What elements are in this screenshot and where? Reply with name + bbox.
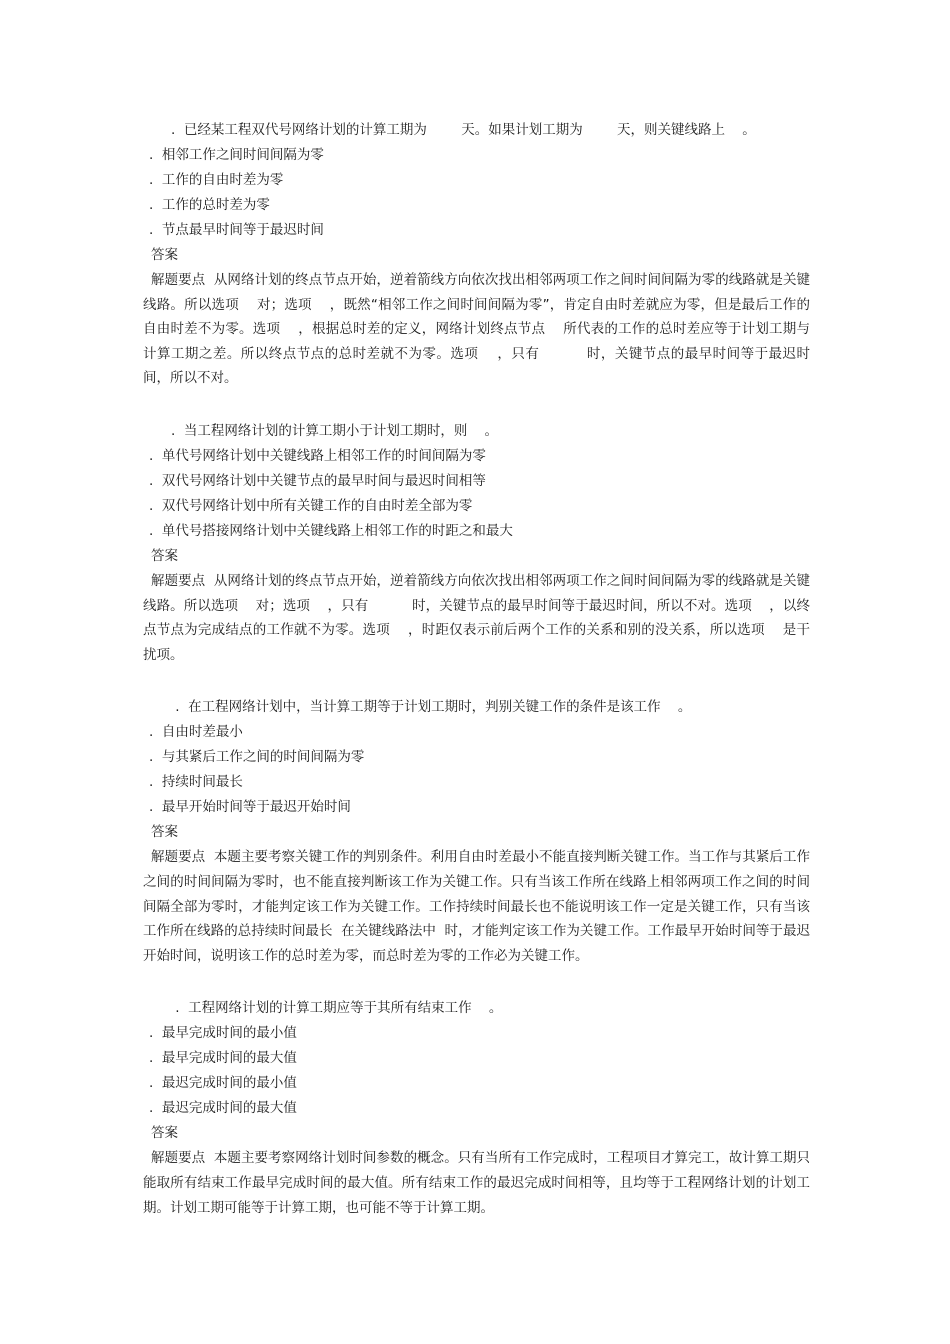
question-4 xyxy=(143,996,810,1220)
question-2 xyxy=(143,419,810,667)
question-stem: . 当工程网络计划的计算工期小于计划工期时，则 。 xyxy=(171,422,499,439)
option-d: . 节点最早时间等于最迟时间 xyxy=(149,222,324,238)
question-1 xyxy=(143,118,810,391)
answer-label: 答案 xyxy=(151,547,178,564)
option-c: . 最迟完成时间的最小值 xyxy=(149,1075,297,1092)
explanation: 解题要点 从网络计划的终点节点开始，逆着箭线方向依次找出相邻两项工作之间时间间隔为零的线路就是关键线路。所以选项 对；选项 ，既然“相邻工作之间时间间隔为零”，肯定自由时差就应为零，但是最后工作的自由时差不为零。选项 ，根据总时差的定义，网络计划终点节点 所代表的工作的总时差应等于计划工期与计算工期之差。所以终点节点的总时差就不为零。选项 ，只有 时，关键节点的最早时间等于最迟时间，所以不对。 xyxy=(143,272,810,387)
option-d: . 最迟完成时间的最大值 xyxy=(149,1100,297,1117)
question-stem: . 在工程网络计划中，当计算工期等于计划工期时，判别关键工作的条件是该工作 。 xyxy=(171,699,692,716)
option-c: . 工作的总时差为零 xyxy=(149,197,270,213)
answer-label: 答案 xyxy=(151,1125,178,1142)
document-page xyxy=(143,118,810,1248)
explanation: 解题要点 本题主要考察网络计划时间参数的概念。只有当所有工作完成时，工程项目才算完工，故计算工期只能取所有结束工作最早完成时间的最大值。所有结束工作的最迟完成时间相等，且均等于工程网络计划的计划工期。计划工期可能等于计算工期，也可能不等于计算工期。 xyxy=(143,1150,810,1216)
option-d: . 单代号搭接网络计划中关键线路上相邻工作的时距之和最大 xyxy=(149,522,513,539)
explanation: 解题要点 从网络计划的终点节点开始，逆着箭线方向依次找出相邻两项工作之间时间间隔为零的线路就是关键线路。所以选项 对；选项 ，只有 时，关键节点的最早时间等于最迟时间，所以不对。选项 ，以终点节点为完成结点的工作就不为零。选项 ，时距仅表示前后两个工作的关系和别的没关系，所以选项 是干扰项。 xyxy=(143,572,810,663)
option-c: . 持续时间最长 xyxy=(149,774,243,791)
question-stem: . 工程网络计划的计算工期应等于其所有结束工作 。 xyxy=(171,1000,503,1017)
question-stem: . 已经某工程双代号网络计划的计算工期为 天。如果计划工期为 天，则关键线路上 。 xyxy=(171,122,756,138)
explanation: 解题要点 本题主要考察关键工作的判别条件。利用自由时差最小不能直接判断关键工作。当工作与其紧后工作之间的时间间隔为零时，也不能直接判断该工作为关键工作。只有当该工作所在线路上相邻两项工作之间的时间间隔全部为零时，才能判定该工作为关键工作。工作持续时间最长也不能说明该工作一定是关键工作，只有当该工作所在线路的总持续时间最长 在关键线路法中 时，才能判定该工作为关键工作。工作最早开始时间等于最迟开始时间，说明该工作的总时差为零，而总时差为零的工作必为关键工作。 xyxy=(143,849,810,964)
option-a: . 最早完成时间的最小值 xyxy=(149,1025,297,1042)
option-b: . 与其紧后工作之间的时间间隔为零 xyxy=(149,749,365,766)
answer-label: 答案 xyxy=(151,824,178,841)
option-a: . 相邻工作之间时间间隔为零 xyxy=(149,147,324,163)
answer-label: 答案 xyxy=(151,247,178,263)
option-b: . 最早完成时间的最大值 xyxy=(149,1050,297,1067)
option-b: . 双代号网络计划中关键节点的最早时间与最迟时间相等 xyxy=(149,472,486,489)
option-a: . 单代号网络计划中关键线路上相邻工作的时间间隔为零 xyxy=(149,447,486,464)
option-d: . 最早开始时间等于最迟开始时间 xyxy=(149,799,351,816)
option-a: . 自由时差最小 xyxy=(149,724,243,741)
question-3 xyxy=(143,695,810,968)
option-c: . 双代号网络计划中所有关键工作的自由时差全部为零 xyxy=(149,497,473,514)
option-b: . 工作的自由时差为零 xyxy=(149,172,284,188)
